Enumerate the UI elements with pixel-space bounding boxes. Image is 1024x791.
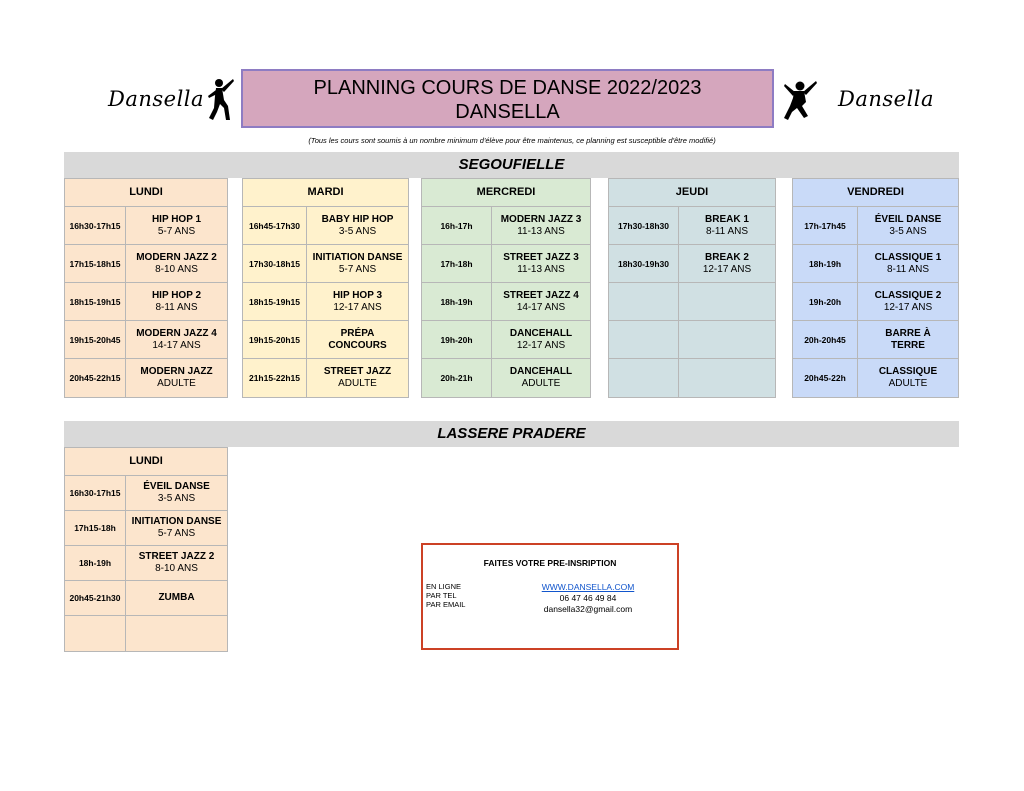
page-title-school: DANSELLA xyxy=(455,101,560,123)
time-slot: 18h15-19h15 xyxy=(65,283,126,320)
schedule-row xyxy=(609,321,775,359)
course-age: 8-11 ANS xyxy=(155,301,198,313)
course-age: 11-13 ANS xyxy=(517,225,565,237)
course-cell xyxy=(126,616,227,651)
course-cell xyxy=(858,359,958,397)
course-age: ADULTE xyxy=(521,378,561,389)
course-name: DANCEHALL xyxy=(509,327,573,339)
day-table-vendredi xyxy=(792,178,959,398)
course-age: 12-17 ANS xyxy=(702,263,752,275)
course-name: BREAK 2 xyxy=(705,251,749,263)
label-email: PAR EMAIL xyxy=(426,600,466,609)
time-slot: 17h-18h xyxy=(422,245,492,282)
day-header: LUNDI xyxy=(65,448,227,476)
course-cell xyxy=(307,207,408,244)
schedule-row xyxy=(65,476,227,511)
course-age: 3-5 ANS xyxy=(338,225,377,237)
time-slot: 19h15-20h45 xyxy=(65,321,126,358)
course-age: 5-7 ANS xyxy=(157,225,196,237)
time-slot: 16h-17h xyxy=(422,207,492,244)
course-cell xyxy=(858,245,958,282)
schedule-row xyxy=(65,546,227,581)
schedule-row xyxy=(609,207,775,245)
schedule-row xyxy=(793,321,958,359)
course-name: PRÉPA xyxy=(340,327,375,339)
course-cell xyxy=(307,245,408,282)
course-cell xyxy=(492,359,590,397)
phone-number: 06 47 46 49 84 xyxy=(559,593,617,603)
course-age: 12-17 ANS xyxy=(333,301,382,313)
course-cell xyxy=(858,321,958,358)
course-cell xyxy=(679,321,775,358)
jumping-dancer-icon xyxy=(782,76,818,122)
schedule-row xyxy=(609,245,775,283)
course-cell xyxy=(679,283,775,320)
course-age: 12-17 ANS xyxy=(883,301,933,313)
time-slot: 16h45-17h30 xyxy=(243,207,307,244)
course-age: CONCOURS xyxy=(328,339,387,351)
course-age: ADULTE xyxy=(888,378,928,389)
section-band-lassere: LASSERE PRADERE xyxy=(64,421,959,447)
course-age: TERRE xyxy=(891,339,925,351)
course-name: STREET JAZZ xyxy=(323,366,392,377)
course-name: BREAK 1 xyxy=(705,213,749,225)
day-table-jeudi xyxy=(608,178,776,398)
course-name: ÉVEIL DANSE xyxy=(874,213,942,225)
time-slot: 20h-21h xyxy=(422,359,492,397)
email-address: dansella32@gmail.com xyxy=(543,604,633,614)
dancer-icon xyxy=(206,76,236,122)
schedule-row xyxy=(422,245,590,283)
day-header: JEUDI xyxy=(609,179,775,207)
course-cell xyxy=(492,321,590,358)
day-header: VENDREDI xyxy=(793,179,958,207)
schedule-row xyxy=(65,359,227,397)
time-slot: 18h-19h xyxy=(65,546,126,580)
time-slot: 20h-20h45 xyxy=(793,321,858,358)
schedule-row xyxy=(65,245,227,283)
schedule-row xyxy=(65,616,227,651)
time-slot: 17h15-18h15 xyxy=(65,245,126,282)
course-cell xyxy=(126,476,227,510)
course-cell xyxy=(126,511,227,545)
course-name: BABY HIP HOP xyxy=(321,213,394,225)
logo-right-text: Dansella xyxy=(838,87,935,111)
schedule-row xyxy=(65,207,227,245)
day-table-lundi xyxy=(64,178,228,398)
schedule-row xyxy=(65,283,227,321)
course-name: INITIATION DANSE xyxy=(312,251,403,263)
course-name: INITIATION DANSE xyxy=(131,516,222,527)
page-title: PLANNING COURS DE DANSE 2022/2023 xyxy=(313,77,702,99)
schedule-row xyxy=(65,581,227,616)
label-tel: PAR TEL xyxy=(426,591,457,600)
time-slot: 18h-19h xyxy=(793,245,858,282)
course-cell xyxy=(126,546,227,580)
day-header: MARDI xyxy=(243,179,408,207)
course-cell xyxy=(679,245,775,282)
course-name: MODERN JAZZ 4 xyxy=(136,327,217,339)
course-age: 8-10 ANS xyxy=(155,563,198,574)
course-name: STREET JAZZ 3 xyxy=(503,251,579,263)
day-header: LUNDI xyxy=(65,179,227,207)
course-cell xyxy=(126,581,227,615)
course-age: 12-17 ANS xyxy=(516,339,566,351)
course-cell xyxy=(126,207,227,244)
course-name: HIP HOP 3 xyxy=(332,289,383,301)
schedule-row xyxy=(609,359,775,397)
time-slot: 16h30-17h15 xyxy=(65,476,126,510)
schedule-row xyxy=(793,359,958,397)
time-slot: 16h30-17h15 xyxy=(65,207,126,244)
course-cell xyxy=(492,207,590,244)
course-name: MODERN JAZZ 2 xyxy=(136,251,217,263)
time-slot xyxy=(609,359,679,397)
schedule-row xyxy=(243,283,408,321)
website-link[interactable]: WWW.DANSELLA.COM xyxy=(541,582,635,592)
course-name: HIP HOP 2 xyxy=(151,289,202,301)
day-table-lassere-lundi xyxy=(64,447,228,652)
course-cell xyxy=(126,321,227,358)
schedule-row xyxy=(422,359,590,397)
course-cell xyxy=(858,283,958,320)
time-slot: 17h30-18h30 xyxy=(609,207,679,244)
course-name: CLASSIQUE xyxy=(878,366,938,377)
course-name: HIP HOP 1 xyxy=(151,213,202,225)
course-cell xyxy=(858,207,958,244)
course-age: 8-11 ANS xyxy=(705,225,749,237)
time-slot: 20h45-21h30 xyxy=(65,581,126,615)
disclaimer: (Tous les cours sont soumis à un nombre minimum d'élève pour être maintenus, ce planning est susceptible d'être modifié) xyxy=(308,136,716,145)
time-slot xyxy=(65,616,126,651)
course-cell xyxy=(679,359,775,397)
course-name: MODERN JAZZ xyxy=(140,366,213,377)
course-cell xyxy=(126,359,227,397)
logo-left xyxy=(108,76,236,122)
course-name: CLASSIQUE 2 xyxy=(874,289,942,301)
time-slot: 18h30-19h30 xyxy=(609,245,679,282)
course-cell xyxy=(126,283,227,320)
schedule-row xyxy=(793,207,958,245)
schedule-row xyxy=(65,511,227,546)
course-cell xyxy=(307,283,408,320)
course-name: STREET JAZZ 4 xyxy=(503,289,579,301)
schedule-row xyxy=(422,283,590,321)
day-table-mardi xyxy=(242,178,409,398)
course-name: BARRE À xyxy=(885,327,931,339)
time-slot: 19h15-20h15 xyxy=(243,321,307,358)
time-slot: 17h-17h45 xyxy=(793,207,858,244)
course-name: CLASSIQUE 1 xyxy=(874,251,942,263)
time-slot: 18h-19h xyxy=(422,283,492,320)
time-slot xyxy=(609,283,679,320)
time-slot: 21h15-22h15 xyxy=(243,359,307,397)
course-age: 8-11 ANS xyxy=(886,263,930,275)
schedule-row xyxy=(422,207,590,245)
time-slot: 17h30-18h15 xyxy=(243,245,307,282)
course-cell xyxy=(307,321,408,358)
logo-right xyxy=(782,76,934,122)
time-slot: 20h45-22h xyxy=(793,359,858,397)
schedule-row xyxy=(243,245,408,283)
time-slot: 19h-20h xyxy=(422,321,492,358)
day-header: MERCREDI xyxy=(422,179,590,207)
course-cell xyxy=(307,359,408,397)
course-age: 8-10 ANS xyxy=(155,263,198,275)
schedule-row xyxy=(243,321,408,359)
course-age: 3-5 ANS xyxy=(889,225,927,237)
section-band-segoufielle: SEGOUFIELLE xyxy=(64,152,959,178)
course-name: ÉVEIL DANSE xyxy=(143,481,210,492)
time-slot: 17h15-18h xyxy=(65,511,126,545)
schedule-row xyxy=(243,207,408,245)
course-age: ADULTE xyxy=(157,378,196,389)
schedule-row xyxy=(422,321,590,359)
title-box xyxy=(241,69,774,128)
schedule-row xyxy=(793,283,958,321)
course-name: DANCEHALL xyxy=(509,366,573,377)
course-name: ZUMBA xyxy=(158,592,195,603)
schedule-row xyxy=(793,245,958,283)
course-cell xyxy=(492,245,590,282)
time-slot xyxy=(609,321,679,358)
course-name: MODERN JAZZ 3 xyxy=(500,213,582,225)
time-slot: 18h15-19h15 xyxy=(243,283,307,320)
course-age: 14-17 ANS xyxy=(516,301,566,313)
course-age: 3-5 ANS xyxy=(157,493,196,504)
course-age: 5-7 ANS xyxy=(338,263,377,275)
time-slot: 20h45-22h15 xyxy=(65,359,126,397)
contact-box xyxy=(421,543,679,650)
course-cell xyxy=(126,245,227,282)
time-slot: 19h-20h xyxy=(793,283,858,320)
course-cell xyxy=(679,207,775,244)
course-cell xyxy=(492,283,590,320)
day-table-mercredi xyxy=(421,178,591,398)
schedule-row xyxy=(609,283,775,321)
schedule-row xyxy=(65,321,227,359)
label-online: EN LIGNE xyxy=(426,582,462,591)
contact-title: FAITES VOTRE PRE-INSRIPTION xyxy=(483,558,617,568)
course-age: 14-17 ANS xyxy=(152,339,201,351)
course-age: 5-7 ANS xyxy=(157,528,196,539)
logo-left-text: Dansella xyxy=(108,87,205,111)
course-age: ADULTE xyxy=(338,378,377,389)
course-name: STREET JAZZ 2 xyxy=(138,551,215,562)
schedule-row xyxy=(243,359,408,397)
course-age: 11-13 ANS xyxy=(517,263,565,275)
